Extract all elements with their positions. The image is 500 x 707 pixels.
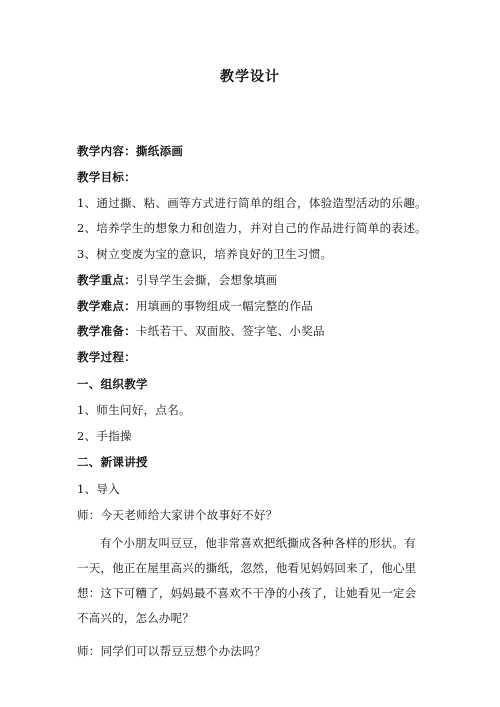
document-title: 教学设计 [220,69,280,85]
teacher-line-2: 师：同学们可以帮豆豆想个办法吗？ [77,644,266,658]
goal-item-2: 2、培养学生的想象力和创造力，并对自己的作品进行简单的表述。 [77,221,427,235]
goals-label: 教学目标： [77,170,136,184]
story-text: 有个小朋友叫豆豆，他非常喜欢把纸撕成各种各样的形状。有一天，他正在屋里高兴的撕纸，忽然，他看见妈妈回来了，他心里想：这下可糟了，妈妈最不喜欢不干净的小孩了，让她看见一定会不高兴的，怎么办呢？ [77,536,417,625]
key-label: 教学重点： [77,273,136,287]
story-paragraph [77,531,427,631]
prep-value: 卡纸若干、双面胶、签字笔、小奖品 [136,324,325,338]
key-line [77,273,278,287]
process-label: 教学过程： [77,350,136,364]
goal-item-1: 1、通过撕、粘、画等方式进行简单的组合，体验造型活动的乐趣。 [77,196,427,210]
content-value: 撕纸添画 [136,144,184,158]
section1-title: 一、组织教学 [77,377,148,391]
section2-item-1: 1、导入 [77,482,121,496]
prep-line [77,324,325,338]
content-label: 教学内容： [77,144,136,158]
section2-title: 二、新课讲授 [77,455,148,469]
difficulty-line [77,299,313,313]
difficulty-label: 教学难点： [77,299,136,313]
difficulty-value: 用填画的事物组成一幅完整的作品 [136,299,313,313]
key-value: 引导学生会撕，会想象填画 [136,273,278,287]
section1-item-2: 2、手指操 [77,429,132,443]
content-line [77,144,183,158]
section1-item-1: 1、师生问好，点名。 [77,403,191,417]
teacher-line-1: 师：今天老师给大家讲个故事好不好？ [77,508,278,522]
prep-label: 教学准备： [77,324,136,338]
goal-item-3: 3、树立变废为宝的意识，培养良好的卫生习惯。 [77,247,333,261]
